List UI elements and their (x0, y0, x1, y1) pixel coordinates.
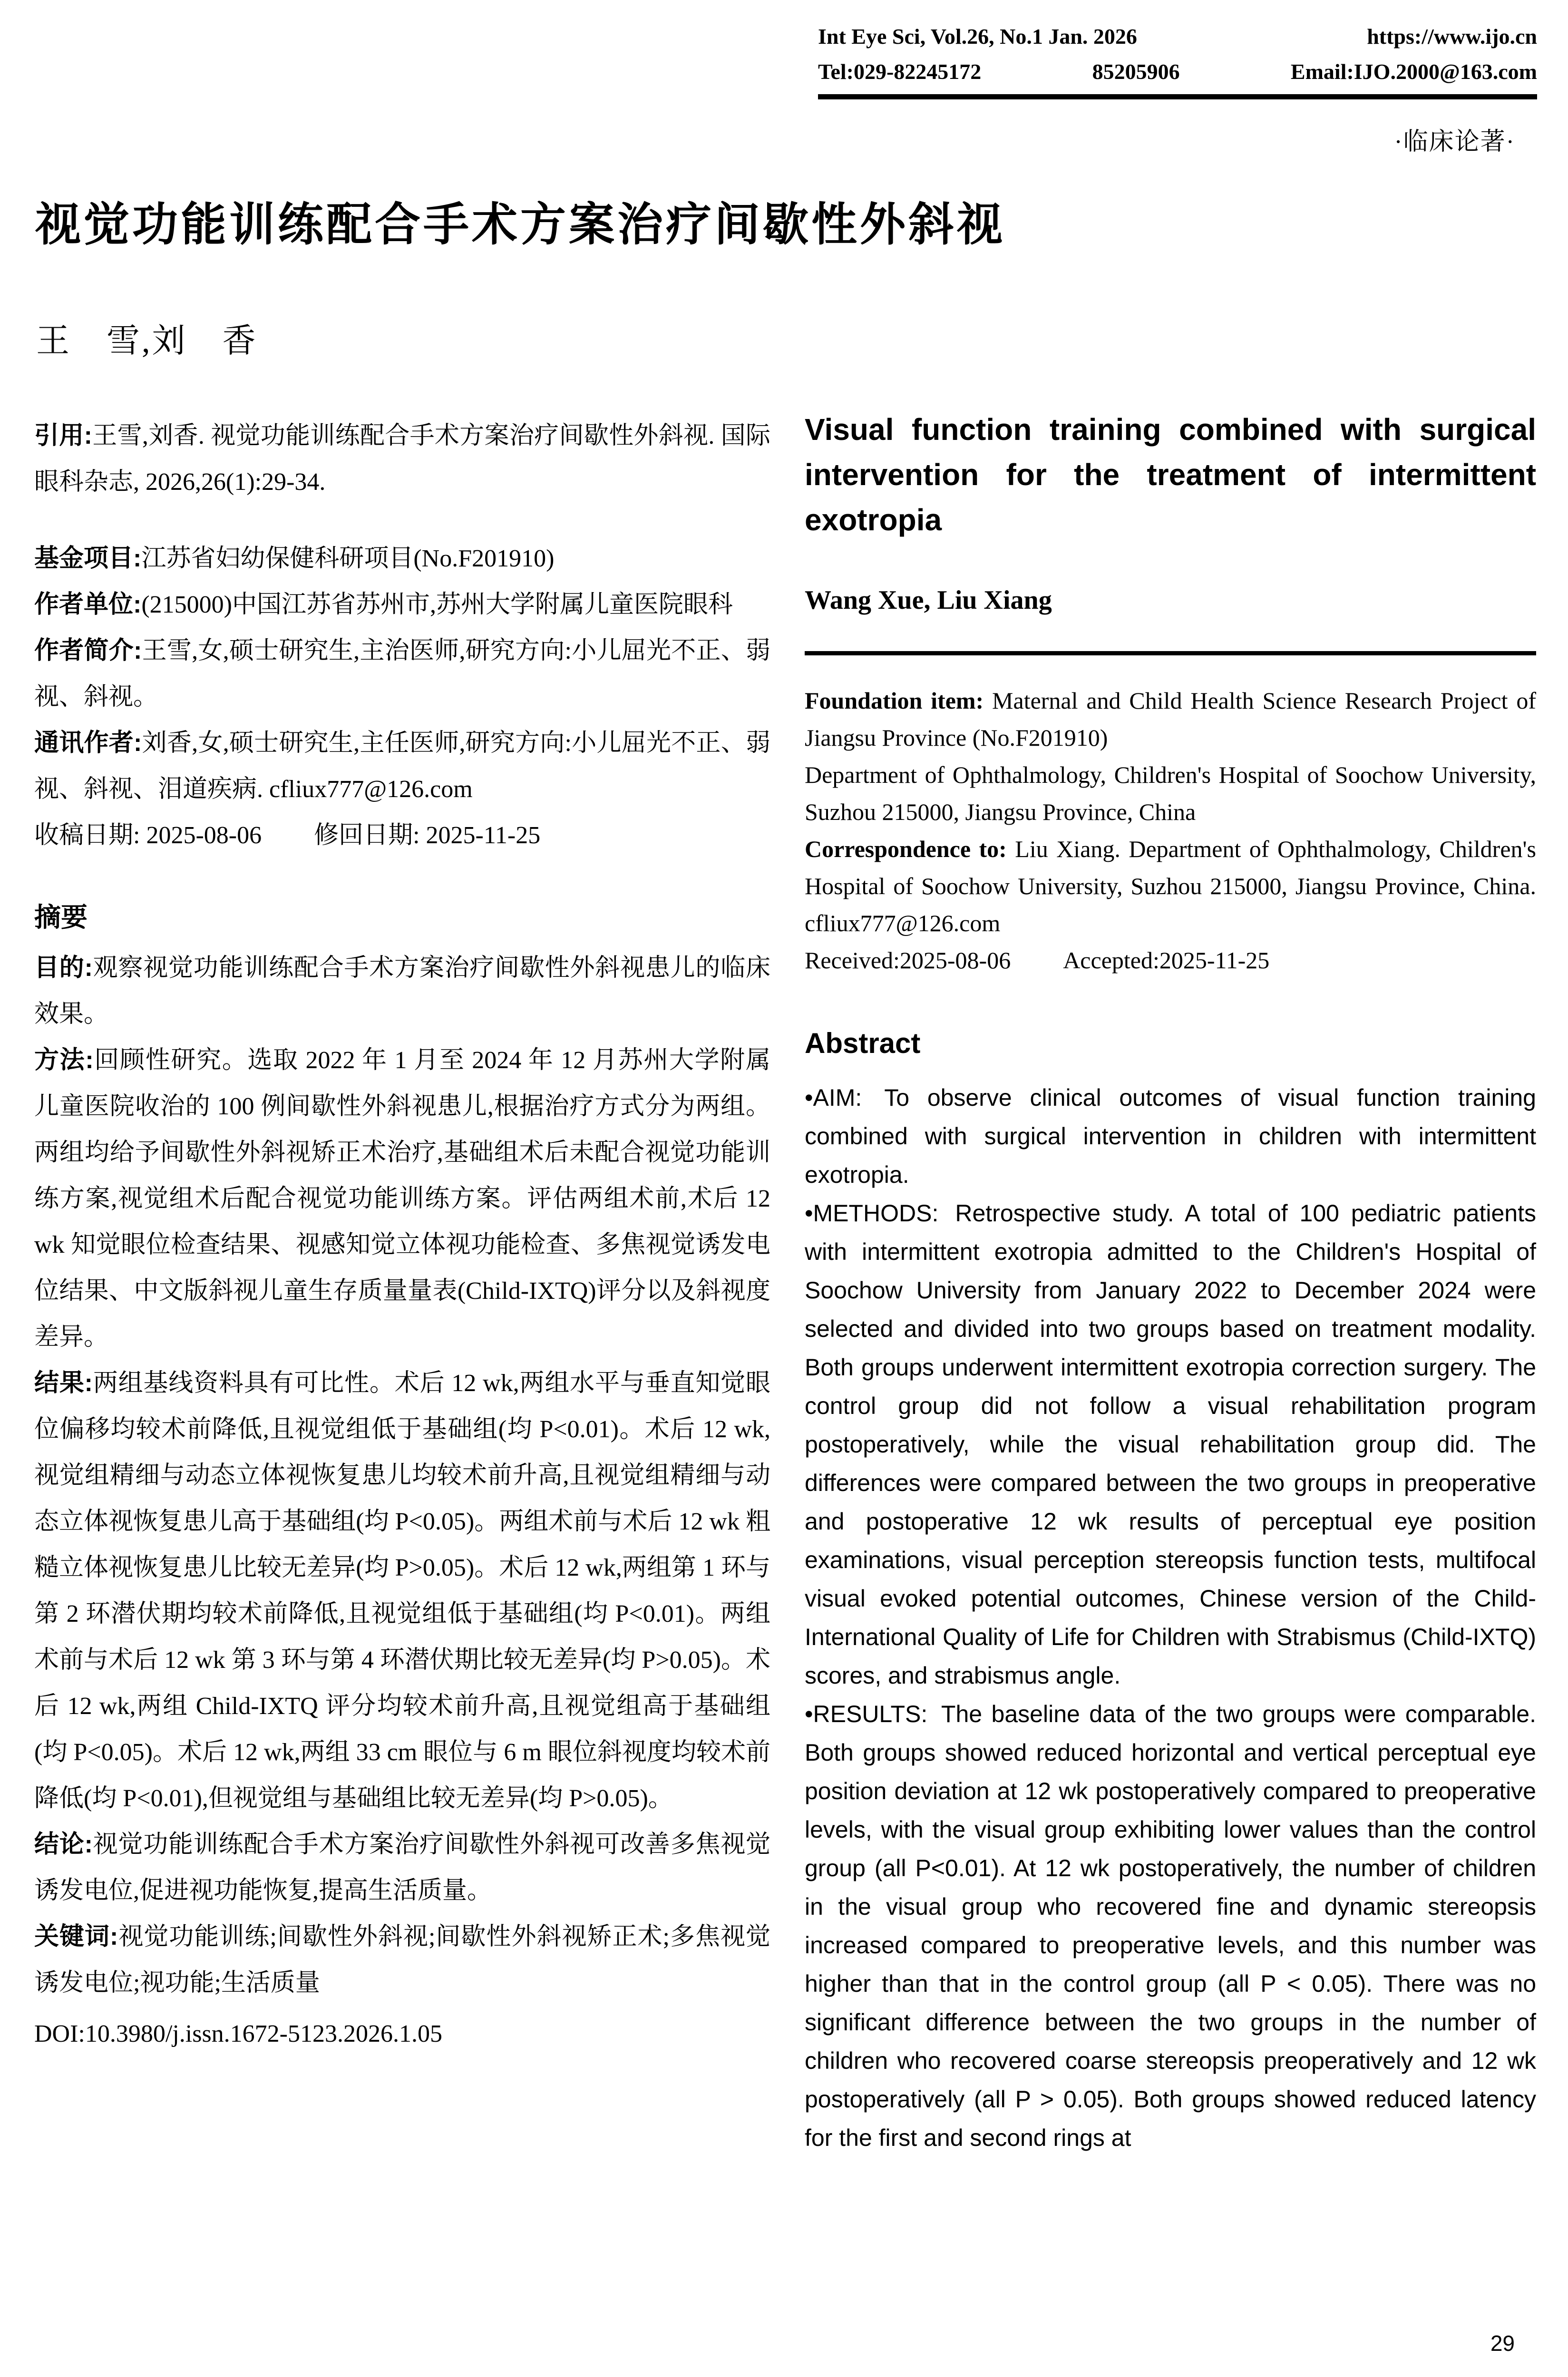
front-matter-paragraph-en (805, 942, 1536, 979)
front-matter-paragraph-en (805, 756, 1536, 830)
abstract-text-en: Retrospective study. A total of 100 pediatric patients with intermittent exotropia admitted to the Children's Hospital of Soochow University from January 2022 to December 2024 were selected and divided into two groups based on treatment modality. Both groups underwent intermittent exotropia correction surgery. The control group did not follow a visual rehabilitation program postoperatively, while the visual rehabilitation group did. The differences were compared between the two groups in preoperative and postoperative 12 wk results of perceptual eye position examinations, visual perception stereopsis function tests, multifocal visual evoked potential outcomes, Chinese version of the Child-International Quality of Life for Children with Strabismus (Child-IXTQ) scores, and strabismus angle. (805, 1200, 1536, 1689)
abstract-paragraph-en (805, 1194, 1536, 1695)
abstract-paragraph-cn (34, 1822, 770, 1914)
right-column-divider (805, 651, 1536, 655)
journal-telephone: Tel:029-82245172 (818, 59, 982, 84)
paragraph-text-cn: 收稿日期: 2025-08-06 (34, 822, 262, 849)
journal-website: https://www.ijo.cn (1367, 24, 1537, 49)
front-matter-paragraph-cn (34, 812, 770, 858)
paragraph-text-en: Department of Ophthalmology, Children's Hospital of Soochow University, Suzhou 215000, Jiangsu Province, China (805, 761, 1536, 825)
front-matter-paragraph-cn (34, 536, 770, 582)
paragraph-text2-cn: 修回日期: 2025-11-25 (314, 822, 541, 849)
abstract-label-cn: 关键词: (34, 1923, 118, 1950)
abstract-text-en: The baseline data of the two groups were comparable. Both groups showed reduced horizontal and vertical perceptual eye position deviation at 12 wk postoperatively compared to preoperative levels, with the visual group exhibiting lower values than the control group (all P<0.01). At 12 wk postoperatively, the number of children in the visual group who recovered fine and dynamic stereopsis increased compared to preoperative levels, and this number was higher than that in the control group (all P < 0.05). There was no significant difference between the two groups in the number of children who recovered coarse stereopsis preoperatively and 12 wk postoperatively (all P > 0.05). Both groups showed reduced latency for the first and second rings at (805, 1701, 1536, 2151)
paragraph-text-en: Received:2025-08-06 (805, 947, 1011, 974)
paragraph-text-cn: 江苏省妇幼保健科研项目(No.F201910) (141, 545, 555, 572)
front-matter-paragraph-en (805, 682, 1536, 756)
journal-volume-info: Int Eye Sci, Vol.26, No.1 Jan. 2026 (818, 24, 1137, 49)
masthead-line-1 (818, 23, 1537, 50)
abstract-heading-english: Abstract (805, 1027, 921, 1059)
paragraph-label-cn: 通讯作者: (34, 729, 142, 757)
abstract-paragraph-cn (34, 1037, 770, 1360)
abstract-label-en: •RESULTS: (805, 1701, 928, 1727)
paragraph-text-cn: 王雪,刘香. 视觉功能训练配合手术方案治疗间歇性外斜视. 国际眼科杂志, 2026,26(1):29-34. (34, 422, 770, 496)
paragraph-label-en: Foundation item: (805, 687, 984, 714)
article-title-chinese: 视觉功能训练配合手术方案治疗间歇性外斜视 (35, 199, 1005, 250)
abstract-label-cn: 目的: (34, 954, 93, 982)
doi-line: DOI:10.3980/j.issn.1672-5123.2026.1.05 (34, 2020, 442, 2047)
abstract-paragraph-en (805, 1695, 1536, 2157)
abstract-label-cn: 结果: (34, 1369, 93, 1397)
authors-english: Wang Xue, Liu Xiang (805, 585, 1052, 615)
paragraph-label-cn: 作者单位: (34, 591, 142, 618)
front-matter-paragraph-en (805, 830, 1536, 942)
abstract-paragraph-cn (34, 1914, 770, 2006)
abstract-text-cn: 观察视觉功能训练配合手术方案治疗间歇性外斜视患儿的临床效果。 (34, 955, 770, 1028)
paragraph-text-cn: 刘香,女,硕士研究生,主任医师,研究方向:小儿屈光不正、弱视、斜视、泪道疾病. cfliux777@126.com (34, 730, 770, 803)
abstract-text-cn: 两组基线资料具有可比性。术后 12 wk,两组水平与垂直知觉眼位偏移均较术前降低,且视觉组低于基础组(均 P<0.01)。术后 12 wk,视觉组精细与动态立体视恢复患儿均较术前升高,且视觉组精细与动态立体视恢复患儿高于基础组(均 P<0.05)。两组术前与术后 12 wk 粗糙立体视恢复患儿比较无差异(均 P>0.05)。术后 12 wk,两组第 1 环与第 2 环潜伏期均较术前降低,且视觉组低于基础组(均 P<0.01)。两组术前与术后 12 wk 第 3 环与第 4 环潜伏期比较无差异(均 P>0.05)。术后 12 wk,两组 Child-IXTQ 评分均较术前升高,且视觉组高于基础组(均 P<0.05)。术后 12 wk,两组 33 cm 眼位与 6 m 眼位斜视度均较术前降低(均 P<0.01),但视觉组与基础组比较无差异(均 P>0.05)。 (34, 1370, 770, 1812)
masthead-divider (818, 94, 1537, 99)
abstract-label-cn: 结论: (34, 1831, 93, 1858)
journal-masthead (818, 23, 1537, 157)
abstract-paragraph-cn (34, 1360, 770, 1822)
paragraph-label-cn: 基金项目: (34, 545, 142, 572)
front-matter-paragraph-cn (34, 720, 770, 812)
paragraph-text2-en: Accepted:2025-11-25 (1063, 947, 1270, 974)
abstract-label-cn: 方法: (34, 1046, 94, 1074)
abstract-text-cn: 视觉功能训练;间歇性外斜视;间歇性外斜视矫正术;多焦视觉诱发电位;视功能;生活质量 (34, 1923, 770, 1997)
paragraph-label-en: Correspondence to: (805, 836, 1007, 862)
abstract-heading-chinese: 摘要 (34, 902, 88, 932)
article-title-english: Visual function training combined with surgical intervention for the treatment of intermittent exotropia (805, 412, 1536, 537)
abstract-text-en: To observe clinical outcomes of visual function training combined with surgical intervention in children with intermittent exotropia. (805, 1084, 1536, 1188)
journal-telephone-2: 85205906 (1092, 59, 1180, 84)
abstract-text-cn: 回顾性研究。选取 2022 年 1 月至 2024 年 12 月苏州大学附属儿童医院收治的 100 例间歇性外斜视患儿,根据治疗方式分为两组。两组均给予间歇性外斜视矫正术治疗,基础组术后未配合视觉功能训练方案,视觉组术后配合视觉功能训练方案。评估两组术前,术后 12 wk 知觉眼位检查结果、视感知觉立体视功能检查、多焦视觉诱发电位结果、中文版斜视儿童生存质量量表(Child-IXTQ)评分以及斜视度差异。 (34, 1047, 770, 1351)
front-matter-paragraph-cn (34, 582, 770, 628)
front-matter-paragraph-cn (34, 628, 770, 720)
paragraph-text-en: Liu Xiang. Department of Ophthalmology, Children's Hospital of Soochow University, Suzhou 215000, Jiangsu Province, China. cfliux777@126.com (805, 836, 1536, 936)
paragraph-label-cn: 引用: (34, 422, 92, 449)
abstract-paragraph-en (805, 1079, 1536, 1194)
paragraph-text-cn: (215000)中国江苏省苏州市,苏州大学附属儿童医院眼科 (141, 591, 733, 618)
right-column (805, 407, 1536, 2157)
abstract-label-en: •METHODS: (805, 1200, 939, 1227)
paragraph-text-cn: 王雪,女,硕士研究生,主治医师,研究方向:小儿屈光不正、弱视、斜视。 (34, 637, 770, 711)
front-matter-paragraph-cn (34, 413, 770, 505)
abstract-text-cn: 视觉功能训练配合手术方案治疗间歇性外斜视可改善多焦视觉诱发电位,促进视功能恢复,提高生活质量。 (34, 1831, 770, 1904)
authors-chinese: 王 雪,刘 香 (36, 323, 258, 360)
article-category: ·临床论著· (1394, 128, 1515, 156)
abstract-label-en: •AIM: (805, 1084, 862, 1111)
abstract-paragraph-cn (34, 945, 770, 1037)
paragraph-label-cn: 作者简介: (34, 637, 142, 664)
journal-email: Email:IJO.2000@163.com (1290, 59, 1537, 84)
page-number: 29 (1490, 2331, 1515, 2356)
masthead-line-2 (818, 58, 1537, 86)
left-column (34, 413, 770, 2057)
paragraph-text-en: Maternal and Child Health Science Research Project of Jiangsu Province (No.F201910) (805, 687, 1536, 751)
